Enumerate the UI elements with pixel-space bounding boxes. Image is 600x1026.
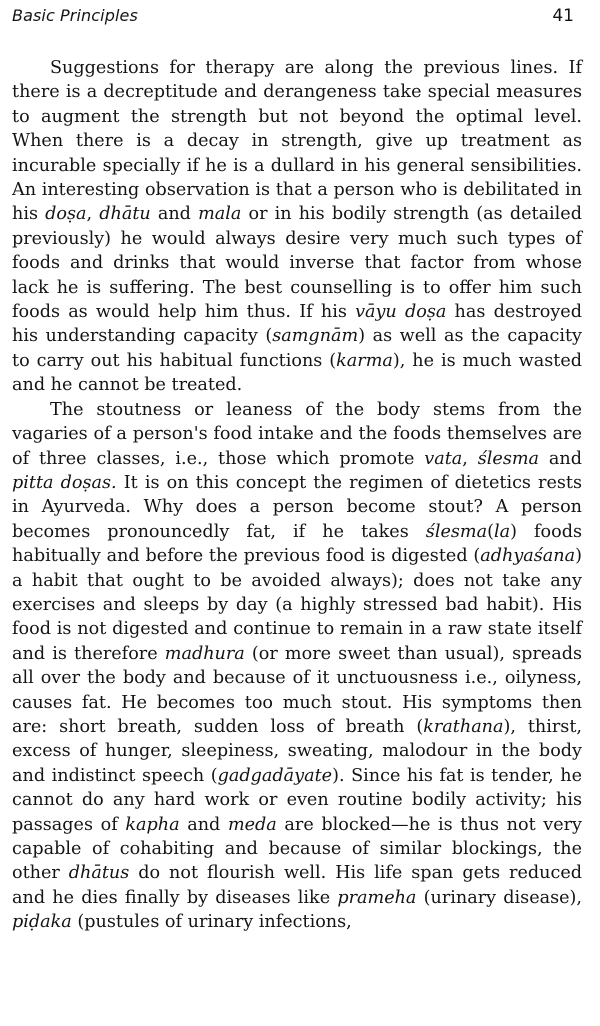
italic-term: kapha: [125, 814, 180, 835]
italic-term: vata: [424, 448, 463, 469]
text-run: and: [539, 448, 582, 469]
italic-term: ślesma: [425, 521, 488, 542]
text-run: ,: [86, 204, 100, 225]
text-run: and: [150, 204, 199, 225]
italic-term: piḍaka: [12, 912, 72, 933]
text-run: Suggestions for therapy are along the previous lines. If there is a decreptitude and derangeness take special measures to augment the strength but not beyond the optimal level. When there is a decay in strength, give up treatment as incurable specially if he is a dullard in his general sensibilities. An interesting observation is that a person who is debilitated in his: [12, 58, 582, 225]
italic-term: pitta doṣas.: [12, 472, 117, 493]
text-run: has destroyed his understanding capacity (: [12, 302, 582, 347]
italic-term: meda: [227, 814, 277, 835]
paragraph: [12, 398, 582, 935]
italic-term: doṣa: [45, 204, 87, 225]
paragraph: [12, 56, 582, 398]
text-run: or in his bodily strength (as detailed previously) he would always desire very much such types of foods and drinks that would inverse that factor from whose lack he is suffering. The best counselling is to offer him such foods as would help him thus. If his: [12, 204, 582, 323]
running-title: Basic Principles: [12, 6, 138, 25]
italic-term: la: [493, 521, 511, 542]
text-run: ). Since his fat is tender, he cannot do any hard work or even routine bodily activity; his passages of: [12, 765, 582, 835]
text-run: ) foods habitually and before the previous food is digested (: [12, 521, 582, 567]
body-text: [12, 56, 582, 935]
text-run: (pustules of urinary infections,: [71, 912, 352, 933]
text-run: (urinary disease),: [416, 887, 583, 908]
text-run: ), thirst, excess of hunger, sleepiness, sweating, malodour in the body and indistinct speech (: [12, 716, 582, 786]
text-run: and: [179, 814, 228, 835]
italic-term: adhyaśana: [480, 546, 576, 567]
italic-term: krathana: [423, 716, 504, 737]
italic-term: karma: [336, 350, 393, 371]
text-run: ,: [462, 448, 478, 469]
italic-term: dhātu: [99, 204, 151, 225]
italic-term: mala: [198, 204, 242, 225]
text-run: (: [487, 521, 494, 542]
text-run: The stoutness or leaness of the body stems from the vagaries of a person's food intake and the foods themselves are of three classes, i.e., those which promote: [12, 399, 582, 469]
italic-term: prameha: [337, 887, 417, 908]
italic-term: samgnām: [272, 326, 359, 347]
text-run: are blocked—he is thus not very capable of cohabiting and because of similar blockings, the other: [12, 814, 582, 884]
italic-term: vāyu doṣa: [355, 302, 447, 323]
italic-term: madhura: [164, 643, 245, 664]
text-run: ) as well as the capacity to carry out his habitual functions (: [12, 326, 582, 371]
italic-term: ślesma: [477, 448, 540, 469]
italic-term: dhātus: [68, 863, 130, 884]
text-run: (or more sweet than usual), spreads all over the body and because of it unctuousness i.e., oilyness, causes fat. He becomes too much stout. His symptoms then are: short breath, sudden loss of breath (: [12, 643, 583, 737]
text-run: It is on this concept the regimen of dietetics rests in Ayurveda. Why does a person become stout? A person becomes pronouncedly fat, if he takes: [12, 472, 583, 542]
text-run: ) a habit that ought to be avoided always); does not take any exercises and sleeps by day (a highly stressed bad habit). His food is not digested and continue to remain in a raw state itself and is therefore: [12, 546, 582, 664]
text-run: ), he is much wasted and he cannot be treated.: [12, 350, 582, 396]
page-number: 41: [552, 6, 574, 26]
running-head: [12, 6, 582, 34]
text-run: do not flourish well. His life span gets reduced and he dies finally by diseases like: [12, 863, 582, 908]
italic-term: gadgadāyate: [217, 765, 333, 786]
